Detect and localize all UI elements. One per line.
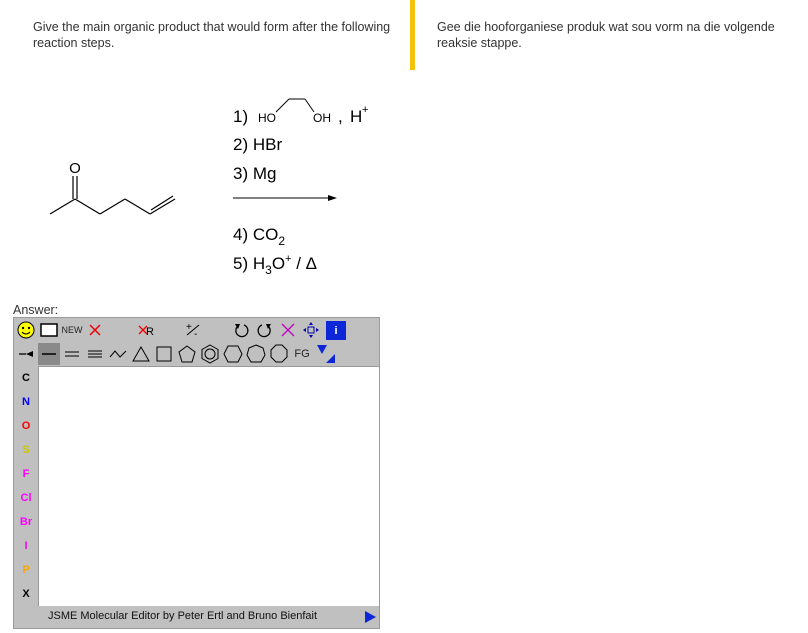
step2: 2) HBr [233,135,283,154]
step5: 5) $H_3O^+$ / Δ [233,253,318,277]
editor-status-bar [14,606,379,628]
drawing-canvas[interactable] [38,366,379,606]
jsme-molecular-editor[interactable] [13,317,380,629]
element-s[interactable]: S [22,444,30,456]
ethylene-glycol-chain [276,99,314,112]
ring5-icon[interactable] [176,343,198,365]
redo-icon[interactable] [254,319,276,341]
question-text-english: Give the main organic product that would form after the following reaction steps. [33,20,391,50]
ring7-icon[interactable] [245,343,267,365]
editor-credits: JSME Molecular Editor by Peter Ertl and Bruno Bienfait [48,610,318,622]
element-f[interactable]: F [22,468,30,480]
svg-text:+: + [186,322,192,333]
element-cl[interactable]: Cl [20,492,32,504]
reaction-arrow [233,195,337,201]
reaction-scheme [40,95,369,285]
svg-text:-: - [194,329,198,340]
delete-r-group-button[interactable] [136,319,158,341]
ring3-icon[interactable] [130,343,152,365]
clear-reaction-icon[interactable] [277,319,299,341]
empty-tool-slot [107,319,129,341]
answer-label: Answer: [13,303,59,317]
stereo-bond-icon[interactable] [15,343,37,365]
undo-icon[interactable] [230,319,252,341]
step1-oh: OH [313,111,331,125]
double-bond-icon[interactable] [61,343,83,365]
chain-icon[interactable] [107,343,129,365]
step1-plus: + [362,104,369,116]
smiley-icon[interactable] [15,319,37,341]
element-br[interactable]: Br [19,516,33,528]
step4: 4) $CO_2$ [233,225,286,248]
reactant-oxygen-label: O [69,160,81,177]
question-text-afrikaans: Gee die hooforganiese produk wat sou vorm na die volgende reaksie stappe. [437,20,775,50]
info-button[interactable]: i [326,321,346,340]
element-p[interactable]: P [22,564,30,576]
editor-toolbar-bonds [14,342,380,366]
new-button[interactable]: NEW [61,325,83,335]
step1-ho: HO [258,111,276,125]
rectangle-select-icon[interactable] [38,319,60,341]
triple-bond-icon[interactable] [84,343,106,365]
ring6-icon[interactable] [222,343,244,365]
svg-text:R: R [146,326,154,338]
ring4-icon[interactable] [153,343,175,365]
play-arrow-icon[interactable] [364,611,376,623]
reactant-structure [50,176,175,214]
functional-group-button[interactable]: FG [294,348,310,360]
step1-h: H [350,107,363,126]
ring8-icon[interactable] [268,343,290,365]
step1-comma: , [338,107,343,126]
element-o[interactable]: O [21,420,31,432]
charge-icon[interactable] [182,319,204,341]
delete-icon[interactable] [84,319,106,341]
template-arrow-icon[interactable] [315,343,337,365]
single-bond-icon[interactable] [38,343,60,365]
editor-toolbar-top [14,318,380,342]
element-n[interactable]: N [22,396,30,408]
step3: 3) Mg [233,164,277,183]
language-divider [410,0,415,70]
step1-number: 1) [233,107,249,126]
element-x[interactable]: X [22,588,30,600]
element-palette [14,366,38,606]
element-i[interactable]: I [24,540,28,552]
move-icon[interactable] [300,319,322,341]
benzene-icon[interactable] [199,343,221,365]
element-c[interactable]: C [22,372,30,384]
